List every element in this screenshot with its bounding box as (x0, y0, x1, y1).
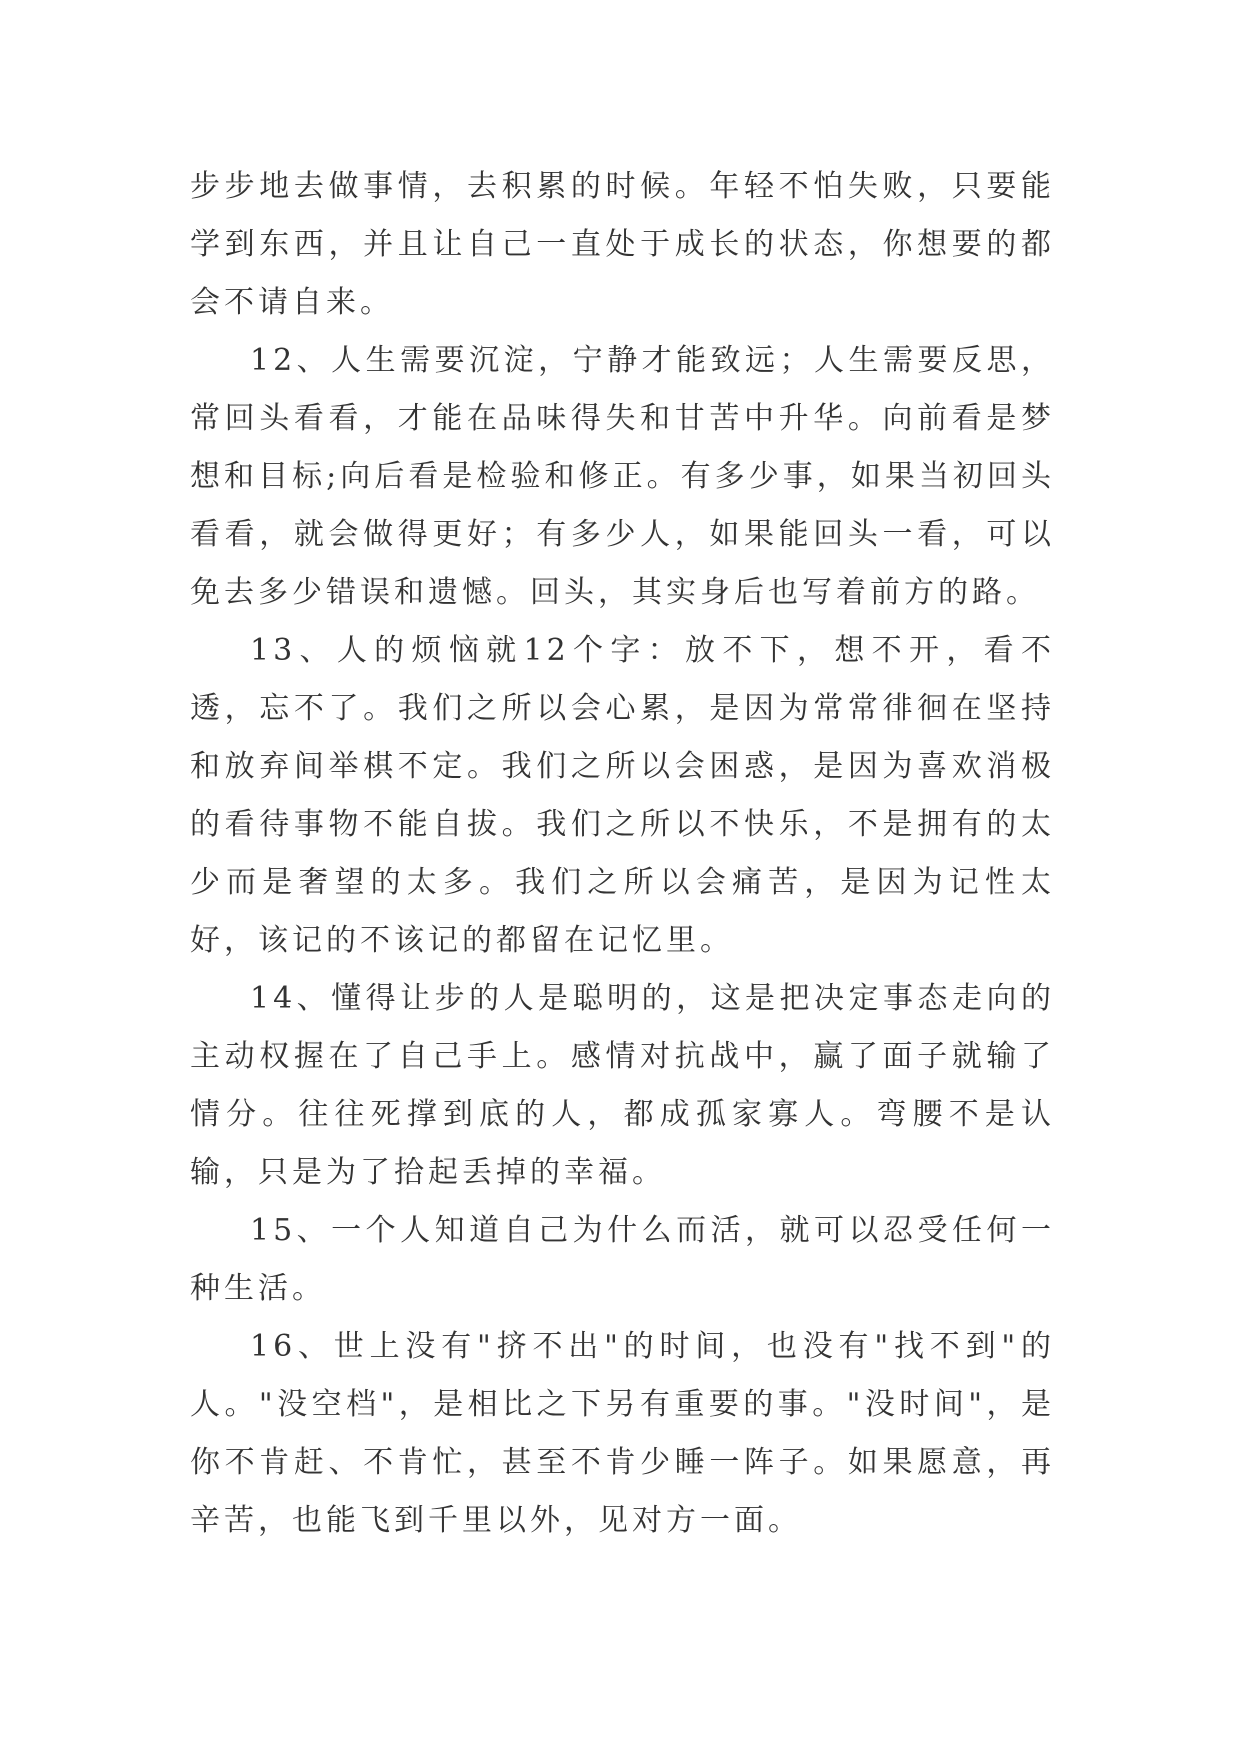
paragraph-14: 14、懂得让步的人是聪明的，这是把决定事态走向的主动权握在了自己手上。感情对抗战中，赢了面子就输了情分。往往死撑到底的人，都成孤家寡人。弯腰不是认输，只是为了拾起丢掉的幸福。 (190, 981, 1055, 1190)
paragraph-12: 12、人生需要沉淀，宁静才能致远；人生需要反思，常回头看看，才能在品味得失和甘苦中升华。向前看是梦想和目标;向后看是检验和修正。有多少事，如果当初回头看看，就会做得更好；有多少人，如果能回头一看，可以免去多少错误和遗憾。回头，其实身后也写着前方的路。 (190, 343, 1055, 610)
paragraph-continued: 步步地去做事情，去积累的时候。年轻不怕失败，只要能学到东西，并且让自己一直处于成长的状态，你想要的都会不请自来。 (190, 169, 1055, 320)
paragraph-13: 13、人的烦恼就12个字：放不下，想不开，看不透，忘不了。我们之所以会心累，是因为常常徘徊在坚持和放弃间举棋不定。我们之所以会困惑，是因为喜欢消极的看待事物不能自拔。我们之所以不快乐，不是拥有的太少而是奢望的太多。我们之所以会痛苦，是因为记性太好，该记的不该记的都留在记忆里。 (190, 633, 1055, 958)
paragraph-16: 16、世上没有"挤不出"的时间，也没有"找不到"的人。"没空档"，是相比之下另有重要的事。"没时间"，是你不肯赶、不肯忙，甚至不肯少睡一阵子。如果愿意，再辛苦，也能飞到千里以外，见对方一面。 (190, 1329, 1055, 1538)
paragraph-15: 15、一个人知道自己为什么而活，就可以忍受任何一种生活。 (190, 1213, 1055, 1306)
document-body (190, 158, 1055, 1550)
